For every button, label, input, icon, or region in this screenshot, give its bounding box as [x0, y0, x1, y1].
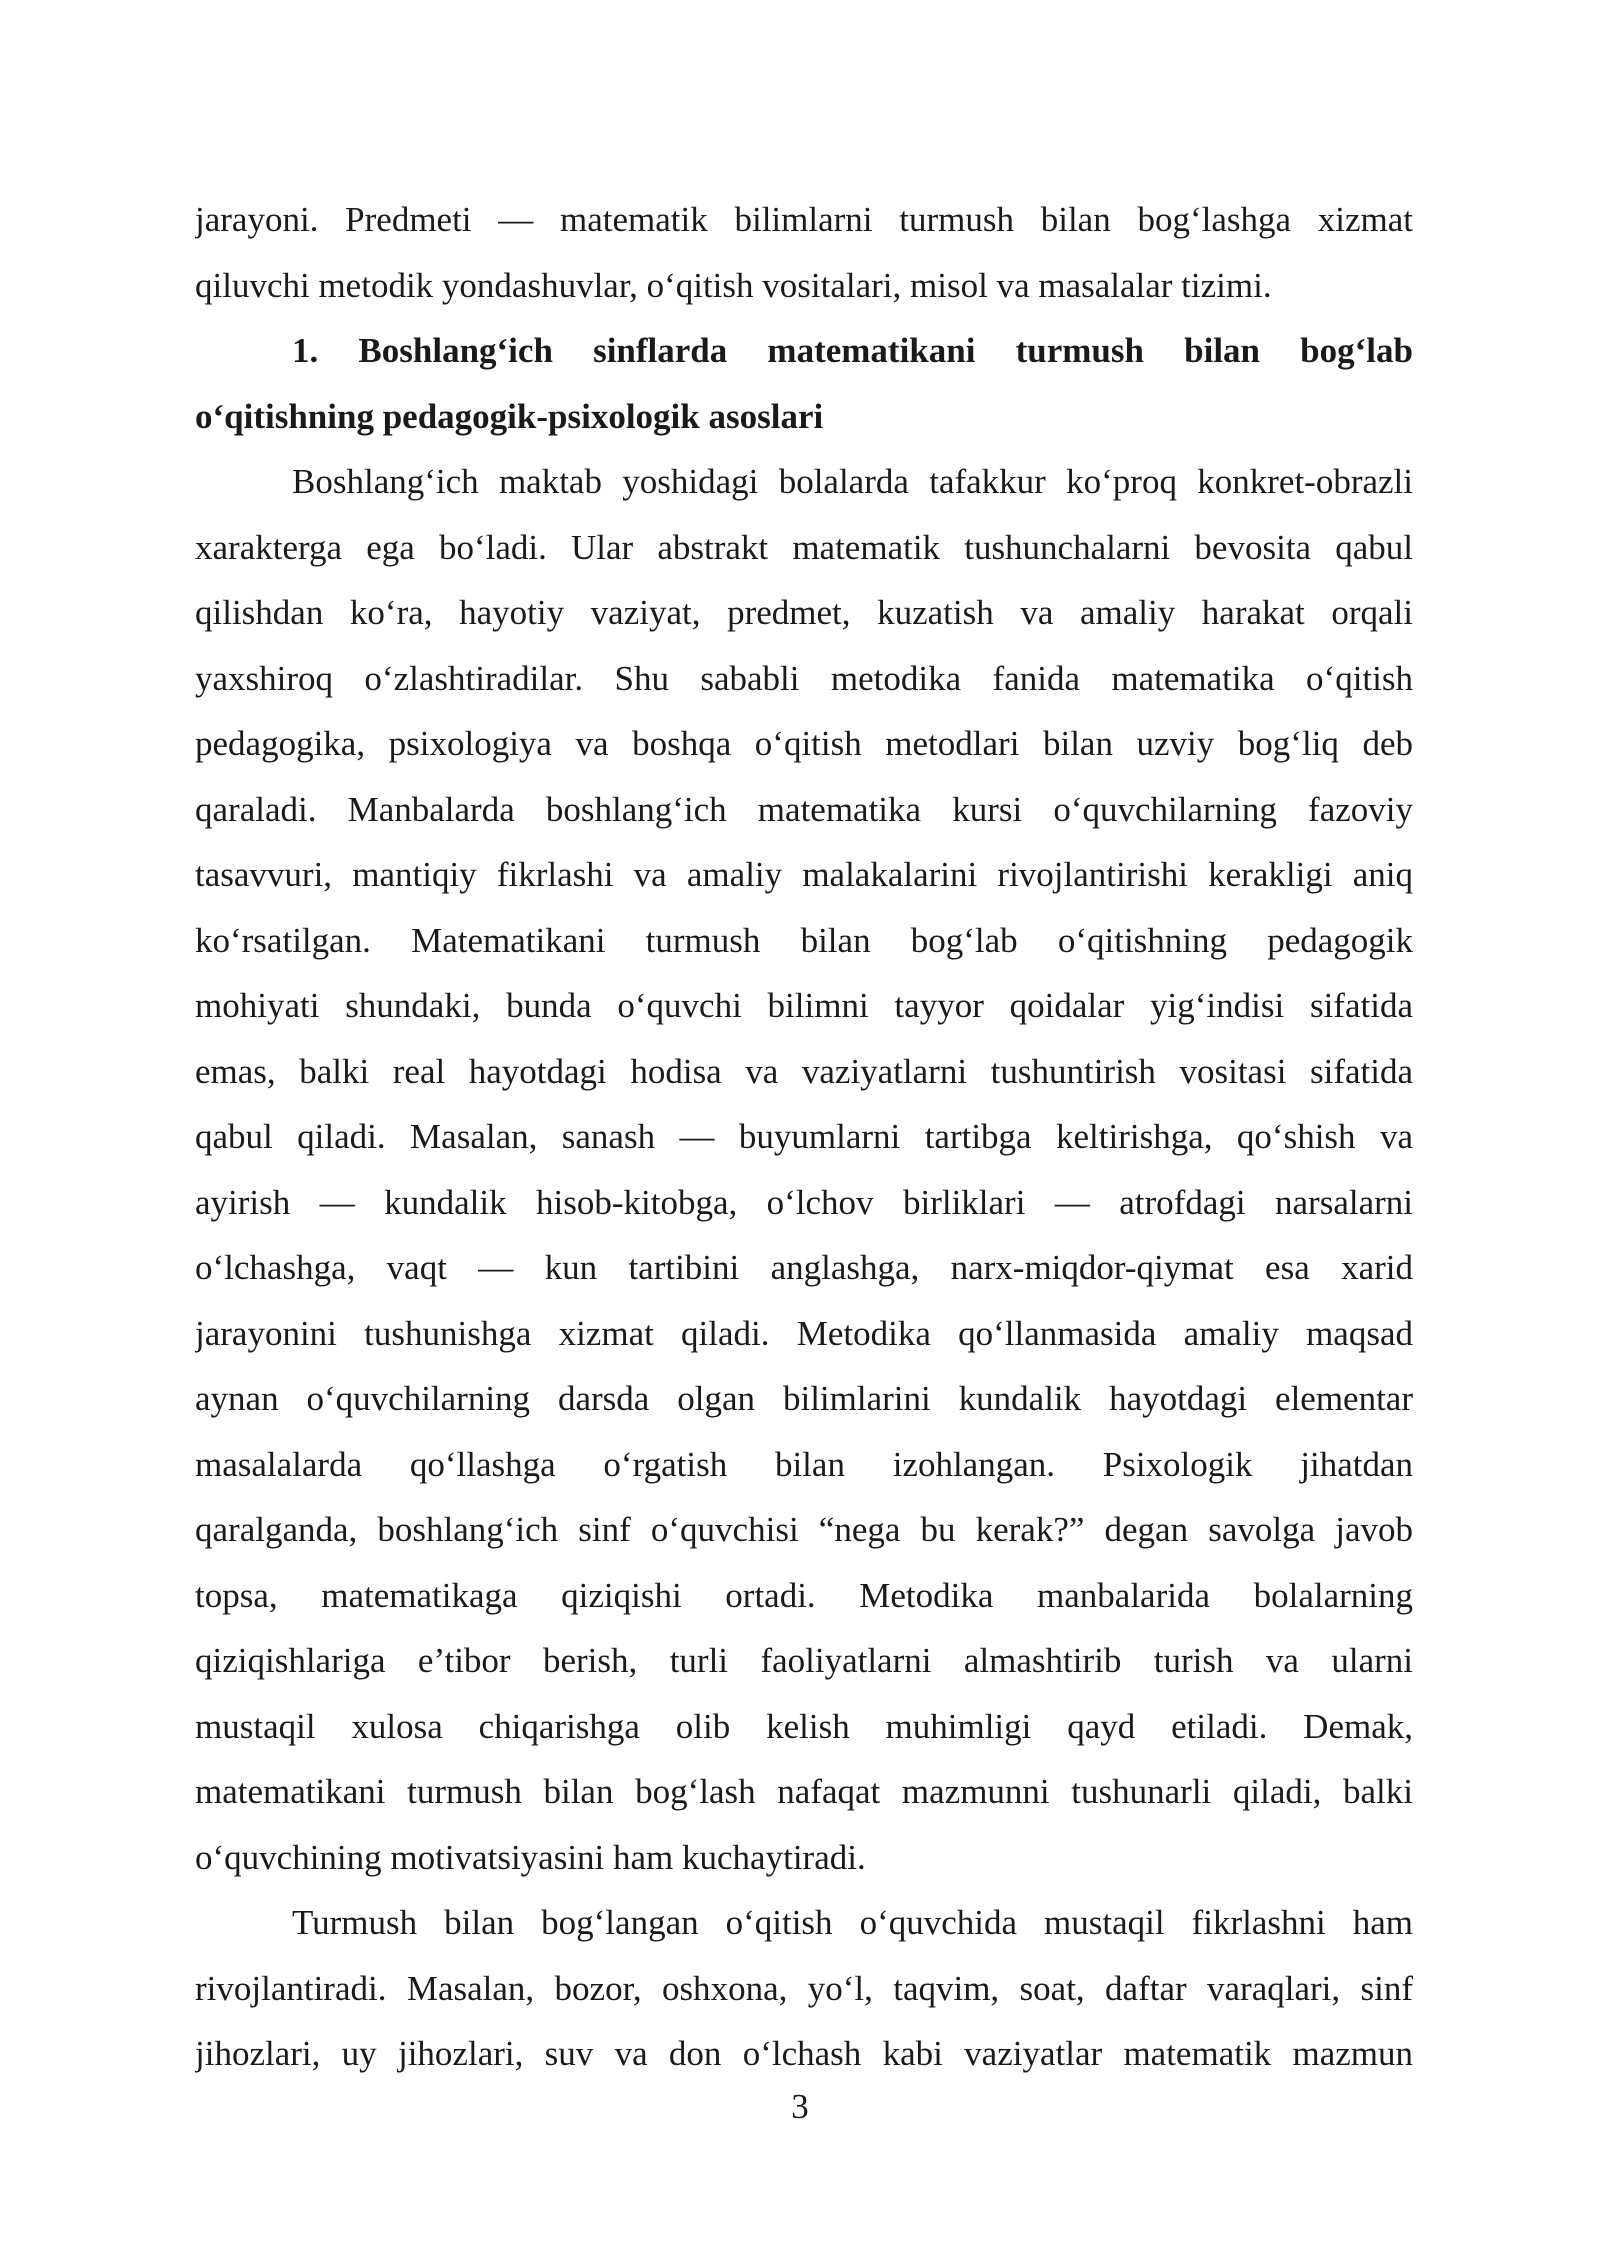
- intro-paragraph: [195, 187, 1413, 318]
- text-line: emas, balki real hayotdagi hodisa va vaziyatlarni tushuntirish vositasi sifatida: [195, 1051, 1413, 1091]
- paragraph-1: [195, 449, 1413, 1890]
- text-line: mustaqil xulosa chiqarishga olib kelish muhimligi qayd etiladi. Demak,: [195, 1706, 1413, 1746]
- text-line: qabul qiladi. Masalan, sanash — buyumlarni tartibga keltirishga, qo‘shish va: [195, 1117, 1413, 1156]
- text-line: ayirish — kundalik hisob-kitobga, o‘lchov birliklari — atrofdagi narsalarni: [195, 1182, 1413, 1222]
- text-line: jarayonini tushunishga xizmat qiladi. Metodika qo‘llanmasida amaliy maqsad: [195, 1313, 1413, 1353]
- text-line: topsa, matematikaga qiziqishi ortadi. Metodika manbalarida bolalarning: [195, 1575, 1413, 1615]
- text-line: mohiyati shundaki, bunda o‘quvchi bilimni tayyor qoidalar yig‘indisi sifatida: [195, 986, 1413, 1025]
- section-heading: [195, 318, 1413, 449]
- text-line: masalalarda qo‘llashga o‘rgatish bilan izohlangan. Psixologik jihatdan: [195, 1444, 1413, 1484]
- text-line: qiziqishlariga e’tibor berish, turli faoliyatlarni almashtirib turish va ularni: [195, 1641, 1413, 1680]
- text-line: rivojlantiradi. Masalan, bozor, oshxona, yo‘l, taqvim, soat, daftar varaqlari, sinf: [195, 1968, 1413, 2008]
- text-line: pedagogika, psixologiya va boshqa o‘qitish metodlari bilan uzviy bog‘liq deb: [195, 724, 1413, 763]
- text-line: tasavvuri, mantiqiy fikrlashi va amaliy malakalarini rivojlantirishi kerakligi aniq: [195, 855, 1413, 894]
- text-line: o‘lchashga, vaqt — kun tartibini anglashga, narx-miqdor-qiymat esa xarid: [195, 1248, 1413, 1287]
- text-line: qaraladi. Manbalarda boshlang‘ich matematika kursi o‘quvchilarning fazoviy: [195, 789, 1413, 829]
- paragraph-2: [195, 1890, 1413, 2087]
- text-line: qilishdan ko‘ra, hayotiy vaziyat, predmet, kuzatish va amaliy harakat orqali: [195, 593, 1413, 632]
- page-number: 3: [791, 2087, 809, 2126]
- text-line: qiluvchi metodik yondashuvlar, o‘qitish vositalari, misol va masalalar tizimi.: [195, 265, 1272, 305]
- heading-line: 1. Boshlang‘ich sinflarda matematikani turmush bilan bog‘lab: [292, 331, 1413, 370]
- text-line: Boshlang‘ich maktab yoshidagi bolalarda tafakkur ko‘proq konkret-obrazli: [292, 462, 1413, 501]
- document-page: [195, 187, 1413, 2087]
- text-line: jarayoni. Predmeti — matematik bilimlarni turmush bilan bog‘lashga xizmat: [195, 200, 1413, 239]
- heading-line: o‘qitishning pedagogik-psixologik asoslari: [195, 396, 824, 436]
- text-line: yaxshiroq o‘zlashtiradilar. Shu sababli metodika fanida matematika o‘qitish: [195, 658, 1413, 698]
- text-line: Turmush bilan bog‘langan o‘qitish o‘quvchida mustaqil fikrlashni ham: [292, 1903, 1413, 1942]
- text-line: jihozlari, uy jihozlari, suv va don o‘lchash kabi vaziyatlar matematik mazmun: [195, 2034, 1413, 2073]
- text-line: qaralganda, boshlang‘ich sinf o‘quvchisi “nega bu kerak?” degan savolga javob: [195, 1510, 1413, 1549]
- text-line: ko‘rsatilgan. Matematikani turmush bilan bog‘lab o‘qitishning pedagogik: [195, 920, 1413, 960]
- text-line: matematikani turmush bilan bog‘lash nafaqat mazmunni tushunarli qiladi, balki: [195, 1772, 1413, 1811]
- text-line: aynan o‘quvchilarning darsda olgan bilimlarini kundalik hayotdagi elementar: [195, 1379, 1413, 1418]
- text-line: xarakterga ega bo‘ladi. Ular abstrakt matematik tushunchalarni bevosita qabul: [195, 527, 1413, 567]
- text-line: o‘quvchining motivatsiyasini ham kuchaytiradi.: [195, 1837, 866, 1877]
